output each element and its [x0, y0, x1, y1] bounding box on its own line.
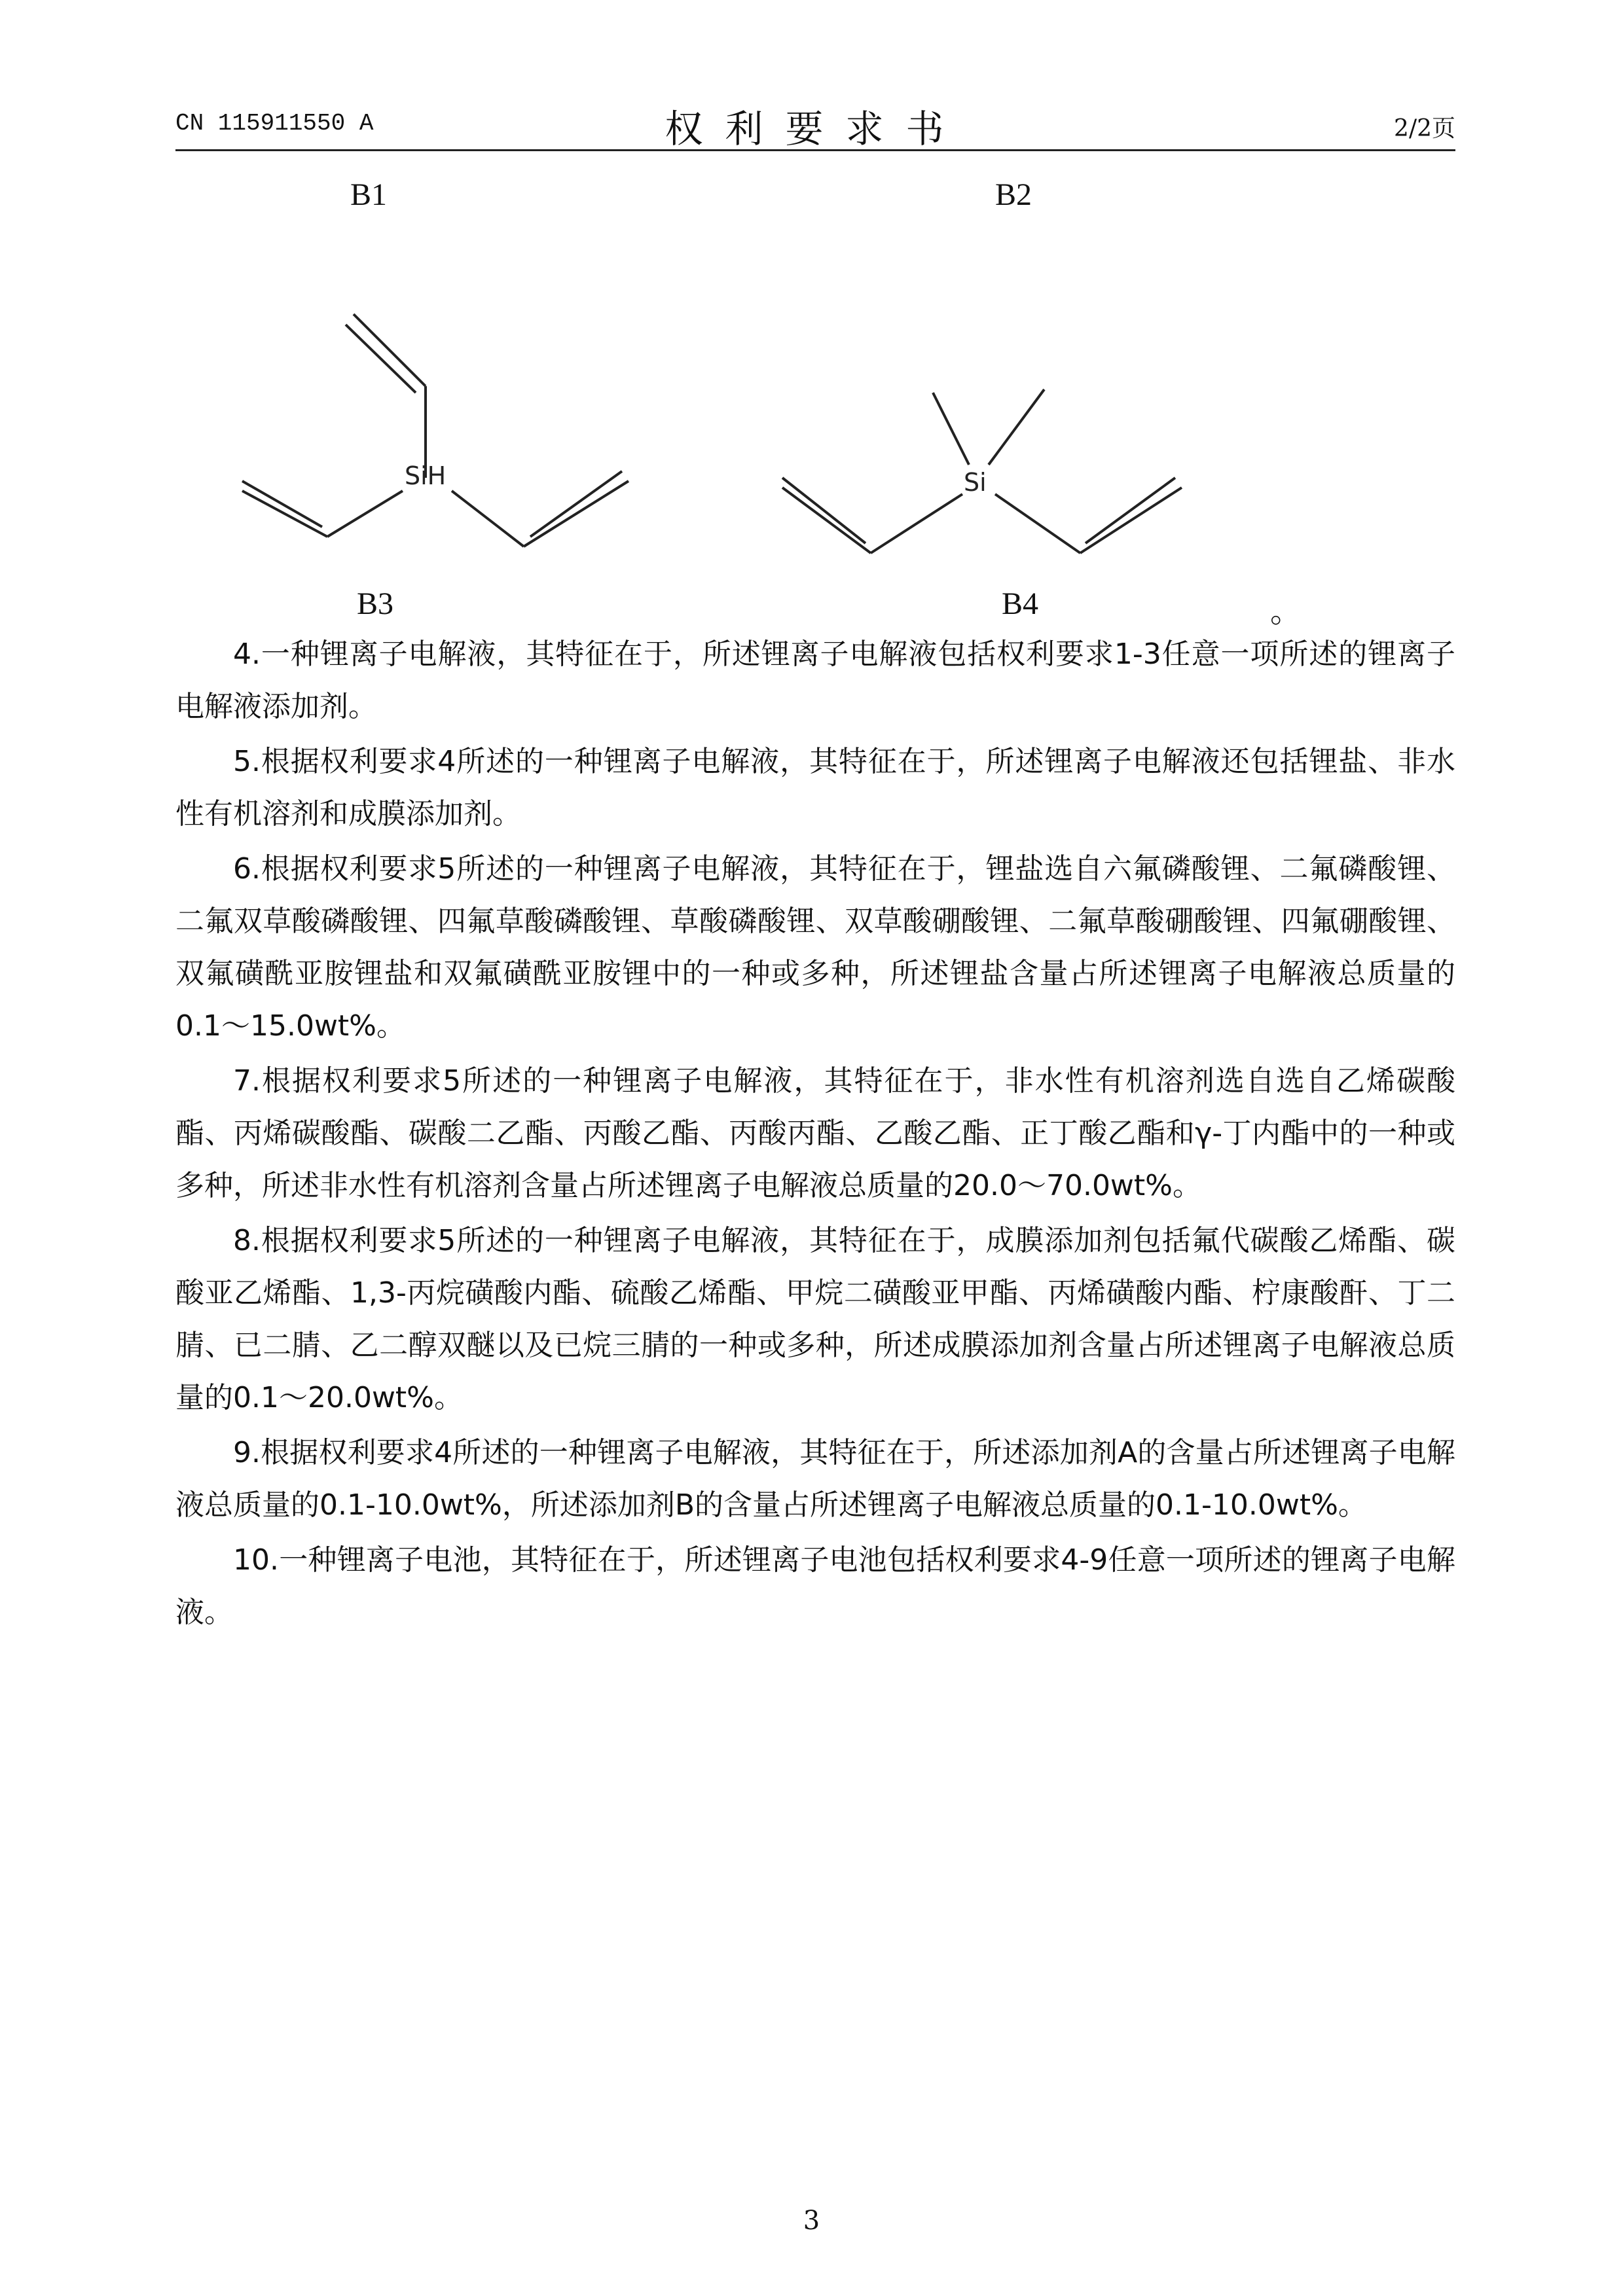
- claim-7: 7.根据权利要求5所述的一种锂离子电解液，其特征在于，非水性有机溶剂选自选自乙烯碳酸酯、丙烯碳酸酯、碳酸二乙酯、丙酸乙酯、丙酸丙酯、乙酸乙酯、正丁酸乙酯和γ-丁内酯中的一种或多种，所述非水性有机溶剂含量占所述锂离子电解液总质量的20.0～70.0wt%。: [175, 1064, 1455, 1202]
- structure-b4-drawing: [773, 380, 1192, 576]
- bond: [242, 491, 327, 537]
- bond: [871, 494, 962, 553]
- atom-label: SiH: [405, 461, 447, 490]
- bond: [1085, 478, 1175, 543]
- structure-label-b1: B1: [350, 177, 388, 212]
- bond: [452, 491, 524, 547]
- atom-label: Si: [964, 468, 987, 497]
- claim-10: 10.一种锂离子电池，其特征在于，所述锂离子电池包括权利要求4-9任意一项所述的锂离子电解液。: [175, 1543, 1455, 1629]
- page-count: 2/2页: [1394, 115, 1455, 142]
- structure-b4: [773, 380, 1192, 576]
- bond: [782, 488, 871, 553]
- claims-list: [175, 628, 1455, 1641]
- bond: [989, 389, 1044, 465]
- page-header: [175, 98, 1455, 152]
- bond: [242, 481, 322, 527]
- document-title: 权利要求书: [665, 107, 966, 151]
- bond: [530, 471, 622, 537]
- bond: [327, 491, 403, 537]
- structure-label-b3: B3: [357, 586, 394, 621]
- structure-b3-drawing: [236, 301, 642, 563]
- bond: [346, 325, 416, 393]
- claim-9: 9.根据权利要求4所述的一种锂离子电解液，其特征在于，所述添加剂A的含量占所述锂离子电解液总质量的0.1-10.0wt%，所述添加剂B的含量占所述锂离子电解液总质量的0.1-10.0wt%。: [175, 1436, 1455, 1522]
- claim-5: 5.根据权利要求4所述的一种锂离子电解液，其特征在于，所述锂离子电解液还包括锂盐、非水性有机溶剂和成膜添加剂。: [175, 745, 1455, 831]
- bond: [354, 314, 426, 386]
- publication-number: CN 115911550 A: [175, 110, 374, 137]
- structure-label-b4: B4: [1002, 586, 1039, 621]
- claim-6: 6.根据权利要求5所述的一种锂离子电解液，其特征在于，锂盐选自六氟磷酸锂、二氟磷酸锂、二氟双草酸磷酸锂、四氟草酸磷酸锂、草酸磷酸锂、双草酸硼酸锂、二氟草酸硼酸锂、四氟硼酸锂、双氟磺酰亚胺锂盐和双氟磺酰亚胺锂中的一种或多种，所述锂盐含量占所述锂离子电解液总质量的0.1～15.0wt%。: [175, 852, 1455, 1043]
- page-number: 3: [803, 2206, 820, 2236]
- structure-b3: [236, 301, 642, 563]
- trailing-period: 。: [1270, 594, 1302, 629]
- bond: [782, 478, 866, 543]
- claim-4: 4.一种锂离子电解液，其特征在于，所述锂离子电解液包括权利要求1-3任意一项所述的锂离子电解液添加剂。: [175, 637, 1455, 723]
- claim-8: 8.根据权利要求5所述的一种锂离子电解液，其特征在于，成膜添加剂包括氟代碳酸乙烯酯、碳酸亚乙烯酯、1,3-丙烷磺酸内酯、硫酸乙烯酯、甲烷二磺酸亚甲酯、丙烯磺酸内酯、柠康酸酐、丁二腈、已二腈、乙二醇双醚以及已烷三腈的一种或多种，所述成膜添加剂含量占所述锂离子电解液总质量的0.1～20.0wt%。: [175, 1224, 1455, 1414]
- bond: [933, 393, 969, 465]
- bond: [524, 481, 629, 547]
- header-divider: [175, 149, 1455, 151]
- structure-label-b2: B2: [995, 177, 1032, 212]
- bond: [995, 494, 1080, 553]
- bond: [1080, 488, 1182, 553]
